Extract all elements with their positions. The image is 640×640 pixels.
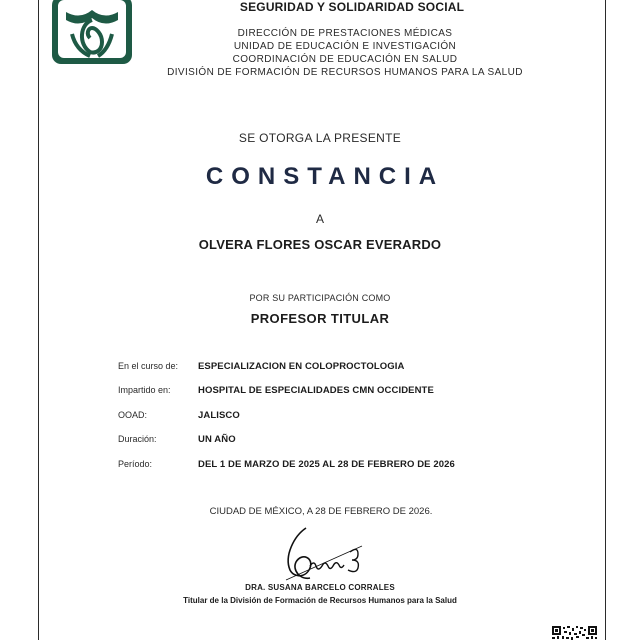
- header-line-coordinacion: COORDINACIÓN DE EDUCACIÓN EN SALUD: [232, 54, 458, 65]
- detail-label-hospital: Impartido en:: [118, 385, 171, 395]
- place-date: CIUDAD DE MÉXICO, A 28 DE FEBRERO DE 2026.: [209, 506, 433, 517]
- recipient-role: PROFESOR TITULAR: [250, 311, 390, 326]
- header-line-direccion: DIRECCIÓN DE PRESTACIONES MÉDICAS: [237, 28, 453, 39]
- recipient-name: OLVERA FLORES OSCAR EVERARDO: [198, 237, 442, 252]
- certificate-to: A: [315, 212, 324, 226]
- detail-value-hospital: HOSPITAL DE ESPECIALIDADES CMN OCCIDENTE: [198, 385, 434, 396]
- detail-label-duration: Duración:: [118, 434, 157, 444]
- institution-title: SEGURIDAD Y SOLIDARIDAD SOCIAL: [239, 0, 465, 14]
- detail-label-ooad: OOAD:: [118, 410, 148, 420]
- detail-value-course: ESPECIALIZACION EN COLOPROCTOLOGIA: [198, 361, 405, 372]
- participation-label: POR SU PARTICIPACIÓN COMO: [249, 293, 391, 303]
- detail-value-period: DEL 1 DE MARZO DE 2025 AL 28 DE FEBRERO DE 2026: [198, 459, 455, 470]
- certificate-intro: SE OTORGA LA PRESENTE: [238, 131, 402, 145]
- header-line-division: DIVISIÓN DE FORMACIÓN DE RECURSOS HUMANOS PARA LA SALUD: [167, 67, 523, 78]
- detail-value-ooad: JALISCO: [198, 410, 240, 421]
- signer-name: DRA. SUSANA BARCELO CORRALES: [245, 583, 395, 592]
- handwritten-signature-icon: [276, 522, 366, 584]
- detail-label-period: Período:: [118, 459, 153, 469]
- detail-value-duration: UN AÑO: [198, 434, 236, 445]
- detail-label-course: En el curso de:: [118, 361, 179, 371]
- qr-code-icon: [552, 626, 598, 640]
- certificate-title: CONSTANCIA: [205, 163, 445, 190]
- header-line-unidad: UNIDAD DE EDUCACIÓN E INVESTIGACIÓN: [233, 41, 457, 52]
- signer-title: Titular de la División de Formación de Recursos Humanos para la Salud: [183, 596, 457, 605]
